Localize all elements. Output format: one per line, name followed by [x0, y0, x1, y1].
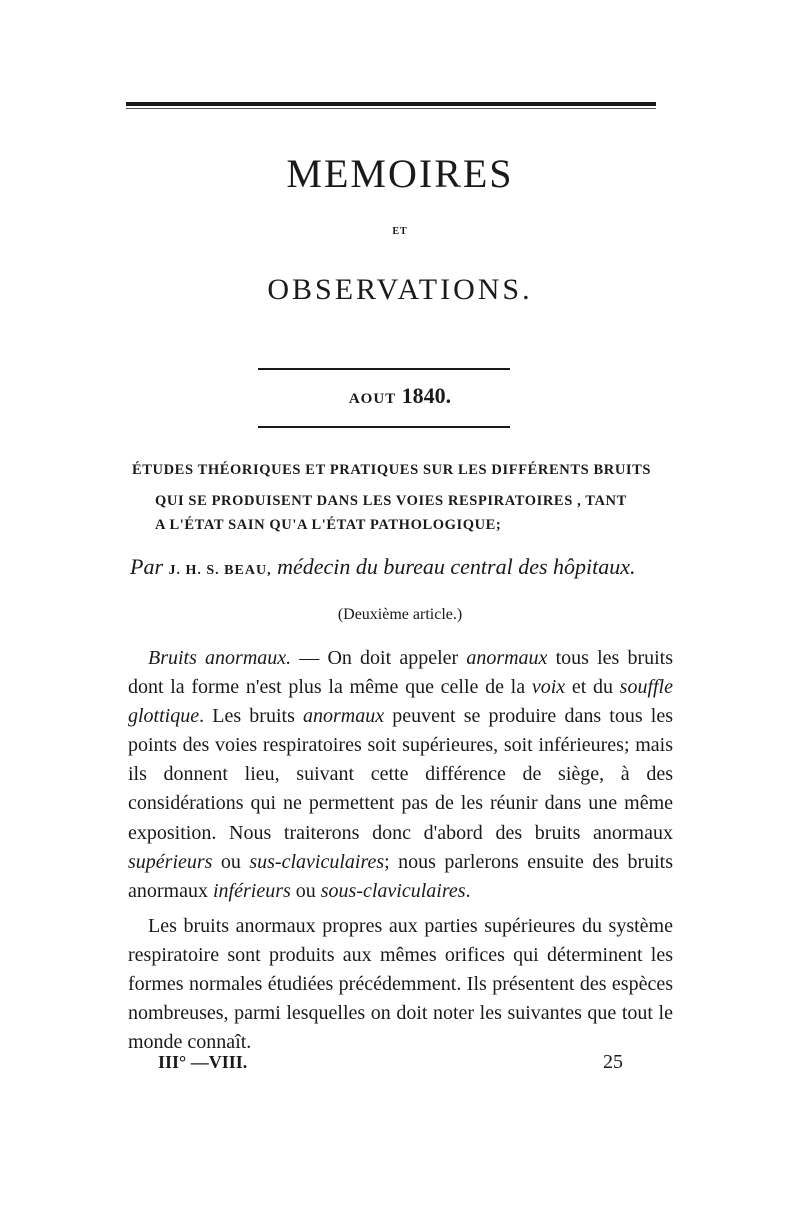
emphasis: sous-claviculaires — [320, 879, 466, 902]
text-run: peuvent se produire dans tous les points des voies respiratoires soit supérieures, soit inférieures; mais ils donnent lieu, suivant cette différence de siège, à des considérations qui ne permettent pas de les réunir dans une même exposition. Nous traiterons donc d'abord des bruits anormaux — [128, 705, 673, 844]
section-title: MEMOIRES — [286, 151, 514, 196]
article-heading-line-1: ÉTUDES THÉORIQUES ET PRATIQUES SUR LES DIFFÉRENTS BRUITS — [132, 462, 652, 478]
issue-month: AOUT — [348, 391, 397, 407]
byline-prefix: Par — [130, 554, 163, 579]
emphasis: inférieurs — [212, 879, 291, 902]
text-run: tous les bruits dont la forme n'est plus la même que celle de la — [128, 647, 674, 699]
page-number: 25 — [603, 1051, 623, 1073]
author-name: J. H. S. BEAU, — [168, 563, 272, 578]
emphasis: anormaux — [466, 647, 548, 669]
article-byline — [130, 552, 690, 586]
article-part: (Deuxième article.) — [337, 606, 463, 623]
text-run: . — [465, 879, 471, 902]
text-run: ; nous parlerons ensuite des bruits anormaux — [128, 850, 674, 902]
emphasis: sus-claviculaires — [249, 850, 385, 873]
date-rule-top — [258, 368, 510, 370]
issue-date — [0, 381, 800, 414]
section-conjunction: ET — [392, 226, 408, 237]
text-run: . Les bruits — [199, 705, 304, 728]
section-subtitle: OBSERVATIONS. — [267, 273, 533, 306]
text-run: ou — [290, 879, 321, 902]
emphasis: voix — [531, 676, 566, 699]
signature-mark: III° —VIII. — [158, 1052, 248, 1072]
article-heading-line-2: QUI SE PRODUISENT DANS LES VOIES RESPIRATOIRES , TANT — [155, 493, 627, 509]
body-paragraph-1 — [128, 644, 673, 906]
text-run: — On doit appeler — [291, 647, 467, 669]
top-rule-thin — [126, 108, 656, 109]
paragraph-lead: Bruits anormaux. — [148, 647, 292, 669]
emphasis: supérieurs — [128, 850, 213, 873]
text-run: ou — [212, 850, 250, 873]
article-heading-line-3: A L'ÉTAT SAIN QU'A L'ÉTAT PATHOLOGIQUE; — [155, 517, 502, 533]
emphasis: anormaux — [303, 705, 385, 728]
emphasis: souffle glottique — [128, 676, 673, 728]
issue-year: 1840. — [401, 383, 452, 408]
date-rule-bottom — [258, 426, 510, 428]
author-role: médecin du bureau central des hôpitaux. — [277, 554, 636, 579]
body-paragraph-2: Les bruits anormaux propres aux parties supérieures du système respiratoire sont produits aux mêmes orifices qui déterminent les formes normales étudiées précédemment. Ils présentent des espèces nombreuses, parmi lesquelles on doit noter les suivantes que tout le monde connaît. — [128, 915, 673, 1054]
text-run: et du — [565, 676, 620, 699]
top-rule — [126, 102, 656, 106]
